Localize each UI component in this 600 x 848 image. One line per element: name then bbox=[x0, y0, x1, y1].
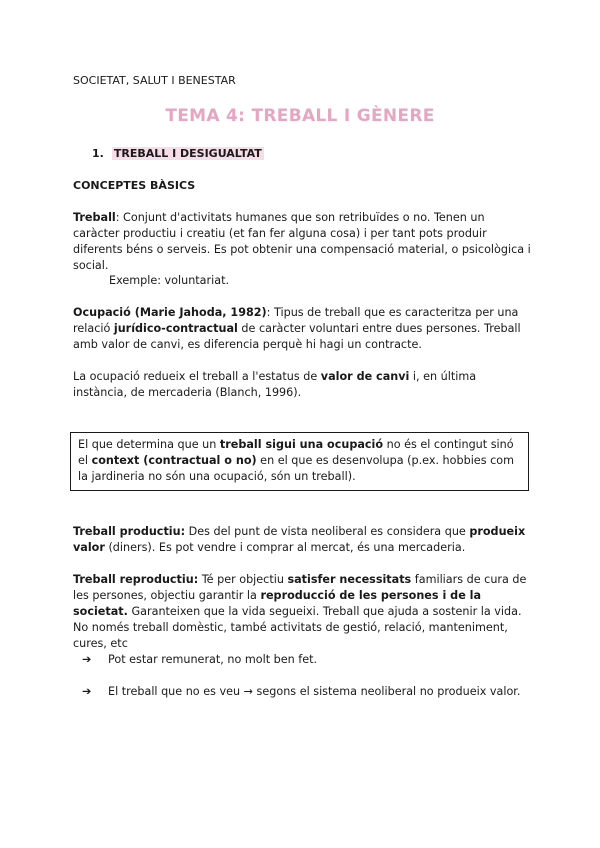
course-header: SOCIETAT, SALUT I BENESTAR bbox=[73, 74, 236, 87]
bullet-text-2: El treball que no es veu → segons el sistema neoliberal no produeix valor. bbox=[108, 685, 521, 698]
example-line: Exemple: voluntariat. bbox=[109, 274, 230, 287]
treball-term: Treball bbox=[73, 211, 116, 224]
reduction-paragraph bbox=[73, 369, 533, 401]
page-title: TEMA 4: TREBALL I GÈNERE bbox=[165, 106, 435, 126]
reproductiu-paragraph bbox=[73, 572, 533, 652]
reduction-text-c: i, en última instància, de mercaderia (Blanch, 1996). bbox=[73, 370, 477, 399]
reproductiu-bold-b: satisfer necessitats bbox=[287, 573, 412, 586]
box-text-a: El que determina que un bbox=[78, 438, 220, 451]
arrow-bullet-icon: ➔ bbox=[82, 653, 92, 666]
ocupacio-term: Ocupació (Marie Jahoda, 1982) bbox=[73, 306, 267, 319]
reproductiu-text-a: Té per objectiu bbox=[198, 573, 288, 586]
concepts-heading: CONCEPTES BÀSICS bbox=[73, 179, 196, 192]
productiu-text-c: (diners). Es pot vendre i comprar al mercat, és una mercaderia. bbox=[104, 541, 466, 554]
reproductiu-text-c: familiars de cura de les persones, objectiu garantir la bbox=[73, 573, 527, 602]
reproductiu-term: Treball reproductiu: bbox=[73, 573, 199, 586]
ocupacio-bold-b: jurídico-contractual bbox=[113, 322, 238, 335]
box-bold-d: context (contractual o no) bbox=[91, 454, 257, 467]
bullet-text-1: Pot estar remunerat, no molt ben fet. bbox=[108, 653, 318, 666]
reduction-bold-b: valor de canvi bbox=[320, 370, 410, 383]
box-text-e: en el que es desenvolupa (p.ex. hobbies com la jardineria no són una ocupació, són un treball). bbox=[78, 454, 514, 483]
reproductiu-text-e: Garanteixen que la vida segueixi. Treball que ajuda a sostenir la vida. No només treball domèstic, també activitats de gestió, relació, manteniment, cures, etc bbox=[73, 605, 522, 650]
productiu-paragraph bbox=[73, 524, 533, 556]
ocupacio-text-c: de caràcter voluntari entre dues persones. Treball amb valor de canvi, es diferencia perquè hi hagi un contracte. bbox=[73, 322, 521, 351]
box-bold-b: treball sigui una ocupació bbox=[219, 438, 384, 451]
ocupacio-paragraph bbox=[73, 305, 533, 353]
productiu-text-a: Des del punt de vista neoliberal es considera que bbox=[185, 525, 470, 538]
productiu-term: Treball productiu: bbox=[73, 525, 186, 538]
bullet-item bbox=[82, 652, 532, 668]
section-heading bbox=[92, 146, 264, 162]
treball-definition: : Conjunt d'activitats humanes que son retribuïdes o no. Tenen un caràcter productiu i creatiu (et fan fer alguna cosa) i per tant pots produir diferents béns o serveis. Es pot obtenir una compensació material, o psicològica i social. bbox=[73, 211, 531, 272]
highlight-box bbox=[70, 432, 529, 491]
bullet-item bbox=[82, 684, 532, 700]
reproductiu-bold-d: reproducció de les persones i de la societat. bbox=[73, 589, 482, 618]
treball-paragraph bbox=[73, 210, 533, 274]
productiu-bold-b: produeix valor bbox=[73, 525, 526, 554]
ocupacio-text-a: : Tipus de treball que es caracteritza per una relació bbox=[73, 306, 519, 335]
box-text-c: no és el contingut sinó el bbox=[78, 438, 514, 467]
reduction-text-a: La ocupació redueix el treball a l'estatus de bbox=[73, 370, 321, 383]
section-title: TREBALL I DESIGUALTAT bbox=[113, 147, 262, 160]
section-number: 1. bbox=[92, 147, 104, 160]
arrow-bullet-icon: ➔ bbox=[82, 685, 92, 698]
